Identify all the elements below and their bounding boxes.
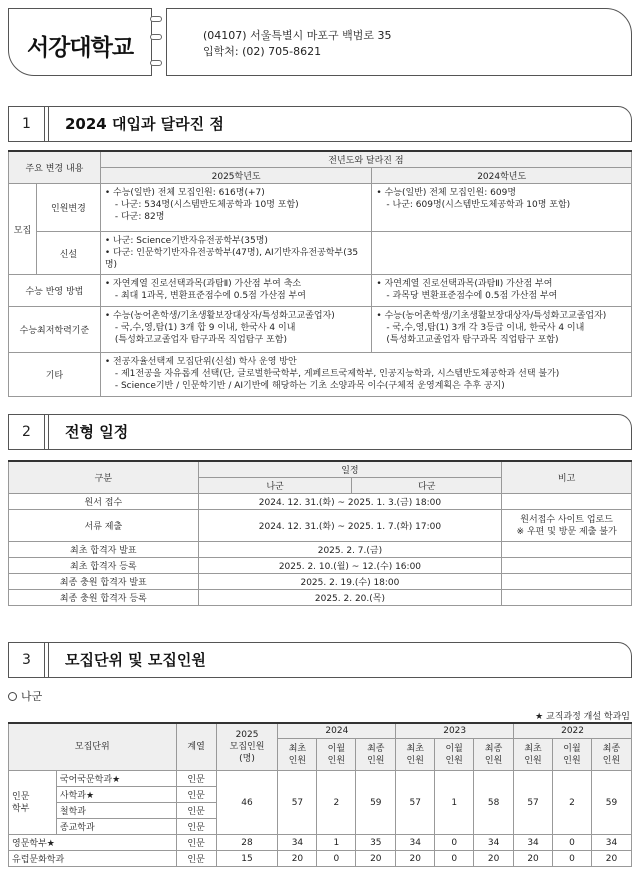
field: 인문: [176, 835, 216, 851]
binder-ring-icon: [150, 60, 162, 66]
cell: [502, 574, 632, 590]
col-header: 2024: [278, 723, 396, 739]
table-row: [9, 494, 632, 510]
row-label: 기타: [9, 353, 101, 397]
line: - 국,수,영,탐(1) 3개 각 3등급 이내, 한국사 4 이내: [386, 323, 585, 333]
header-line: (명): [239, 754, 255, 764]
field: 인문: [176, 803, 216, 819]
sub-header: 최종 인원: [474, 739, 514, 771]
value: 58: [474, 771, 514, 835]
line: - Science기반 / 인문학기반 / AI기반에 해당하는 기초 소양과목 이수(구체적 운영계획은 추후 공지): [114, 381, 505, 391]
line: (특성화고교졸업자 탐구과목 직업탐구 포함): [114, 335, 287, 345]
cell: 최초 합격자 등록: [9, 558, 199, 574]
cell: 최초 합격자 발표: [9, 542, 199, 558]
cell: [502, 494, 632, 510]
line: • 자연계열 진로선택과목(과탐Ⅱ) 가산점 부여: [376, 279, 553, 289]
line: - 최대 1과목, 변환표준점수에 0.5점 가산점 부여: [114, 291, 306, 301]
cell: 최종 충원 합격자 발표: [9, 574, 199, 590]
value: 0: [435, 851, 474, 867]
cell-2025: [100, 184, 372, 232]
note-line: ※ 우편 및 방문 제출 불가: [516, 526, 617, 537]
cell-2025: [100, 232, 372, 275]
value: 35: [356, 835, 396, 851]
section-title: 2024 대입과 달라진 점: [65, 115, 224, 133]
contact-box: [166, 8, 632, 76]
line: • 수능(일반) 전체 모집인원: 616명(+7): [104, 188, 265, 198]
sub-header: 이월 인원: [317, 739, 356, 771]
cell: 원서 접수: [9, 494, 199, 510]
sub-header: 최초 인원: [514, 739, 553, 771]
line: (특성화고교졸업자 탐구과목 직업탐구 포함): [386, 335, 559, 345]
sub-header: 최종 인원: [356, 739, 396, 771]
table-row: [9, 510, 632, 542]
line: • 수능(농어촌학생/기초생활보장대상자/특성화고교졸업자): [104, 311, 335, 321]
table-row: [9, 590, 632, 606]
col-header: 전년도와 달라진 점: [100, 151, 631, 168]
unit-name: 사학과★: [56, 787, 176, 803]
value: 57: [278, 771, 317, 835]
cell: 2025. 2. 7.(금): [198, 542, 502, 558]
university-name: 서강대학교: [26, 35, 134, 61]
cell: 최종 충원 합격자 등록: [9, 590, 199, 606]
unit-name: 영문학부★: [9, 835, 177, 851]
table-row: [9, 574, 632, 590]
cell: 2024. 12. 31.(화) ~ 2025. 1. 7.(화) 17:00: [198, 510, 502, 542]
value: 20: [591, 851, 631, 867]
section-header: [8, 106, 632, 142]
row-label: 인원변경: [36, 184, 100, 232]
group-label-text: 나군: [21, 690, 43, 703]
value: 15: [216, 851, 278, 867]
cell-2024: [372, 307, 632, 353]
value: 59: [356, 771, 396, 835]
line: • 수능(일반) 전체 모집인원: 609명: [376, 188, 517, 198]
cell: [502, 510, 632, 542]
cell: 2025. 2. 19.(수) 18:00: [198, 574, 502, 590]
section-title: 모집단위 및 모집인원: [65, 651, 206, 669]
line: • 나군: Science기반자유전공학부(35명): [104, 236, 268, 246]
col-header: 2024학년도: [372, 168, 632, 184]
table-row: [9, 835, 632, 851]
section-title: 전형 일정: [65, 423, 129, 441]
col-header: 모집단위: [9, 723, 177, 771]
col-header: [216, 723, 278, 771]
value: 0: [435, 835, 474, 851]
value: 34: [396, 835, 435, 851]
cell-2025: [100, 275, 372, 307]
value: 57: [396, 771, 435, 835]
section-header: [8, 642, 632, 678]
value: 1: [435, 771, 474, 835]
cell-2025: [100, 307, 372, 353]
value: 0: [553, 851, 592, 867]
row-label: 신설: [36, 232, 100, 275]
value: 20: [278, 851, 317, 867]
schedule-table: [8, 460, 632, 606]
changes-table: [8, 150, 632, 397]
header-line: 2025: [235, 730, 259, 740]
cell: [502, 542, 632, 558]
group-cell: 인문 학부: [9, 771, 57, 835]
cell: 2025. 2. 20.(목): [198, 590, 502, 606]
section-header: [8, 414, 632, 450]
value: 20: [356, 851, 396, 867]
value: 57: [514, 771, 553, 835]
note-line: 원서접수 사이트 업로드: [520, 514, 613, 525]
university-logo-box: [8, 8, 152, 76]
value: 0: [553, 835, 592, 851]
phone: 입학처: (02) 705-8621: [203, 45, 322, 58]
value: 34: [514, 835, 553, 851]
value: 59: [591, 771, 631, 835]
row-label: 수능 반영 방법: [9, 275, 101, 307]
cell: 2025. 2. 10.(월) ~ 12.(수) 16:00: [198, 558, 502, 574]
unit-name: 국어국문학과★: [56, 771, 176, 787]
cell: 서류 제출: [9, 510, 199, 542]
col-header: 구분: [9, 461, 199, 494]
cell-other: [100, 353, 631, 397]
sub-header: 최초 인원: [396, 739, 435, 771]
table-row: [9, 558, 632, 574]
recruit-table: [8, 722, 632, 867]
line: • 다군: 인문학기반자유전공학부(47명), AI기반자유전공학부(35명): [104, 248, 359, 270]
unit-name: 종교학과: [56, 819, 176, 835]
value: 20: [474, 851, 514, 867]
unit-name: 유럽문화학과: [9, 851, 177, 867]
cell: [502, 558, 632, 574]
col-header: 비고: [502, 461, 632, 494]
table-row: [9, 542, 632, 558]
line: - 다군: 82명: [114, 212, 165, 222]
col-header: 2022: [514, 723, 632, 739]
cell-2024: [372, 184, 632, 232]
circle-bullet-icon: [8, 692, 17, 701]
cell-2024: [372, 232, 632, 275]
table-row: [9, 851, 632, 867]
row-group-label: 모집: [9, 184, 37, 275]
value: 20: [514, 851, 553, 867]
sub-header: 이월 인원: [553, 739, 592, 771]
legend-note: ★ 교직과정 개설 학과임: [535, 712, 630, 722]
row-label: 수능최저학력기준: [9, 307, 101, 353]
line: • 수능(농어촌학생/기초생활보장대상자/특성화고교졸업자): [376, 311, 607, 321]
value: 28: [216, 835, 278, 851]
field: 인문: [176, 771, 216, 787]
col-header: 2025학년도: [100, 168, 372, 184]
line: • 자연계열 진로선택과목(과탐Ⅱ) 가산점 부여 축소: [104, 279, 302, 289]
line: - 과목당 변환표준점수에 0.5점 가산점 부여: [386, 291, 558, 301]
col-header: 주요 변경 내용: [9, 151, 101, 184]
value: 20: [396, 851, 435, 867]
col-header: 2023: [396, 723, 514, 739]
cell: 2024. 12. 31.(화) ~ 2025. 1. 3.(금) 18:00: [198, 494, 502, 510]
value: 46: [216, 771, 278, 835]
value: 0: [317, 851, 356, 867]
value: 34: [474, 835, 514, 851]
col-header: 일정: [198, 461, 502, 478]
field: 인문: [176, 787, 216, 803]
section-number: 3: [9, 643, 45, 677]
line: - 나군: 609명(시스템반도체공학과 10명 포함): [386, 200, 571, 210]
section-number: 2: [9, 415, 45, 449]
address: (04107) 서울특별시 마포구 백범로 35: [203, 29, 392, 42]
col-header: 계열: [176, 723, 216, 771]
unit-name: 철학과: [56, 803, 176, 819]
cell: [502, 590, 632, 606]
binder-ring-icon: [150, 16, 162, 22]
value: 1: [317, 835, 356, 851]
line: - 국,수,영,탐(1) 3개 합 9 이내, 한국사 4 이내: [114, 323, 296, 333]
field: 인문: [176, 851, 216, 867]
table-row: [9, 771, 632, 787]
field: 인문: [176, 819, 216, 835]
line: - 나군: 534명(시스템반도체공학과 10명 포함): [114, 200, 299, 210]
sub-header: 최종 인원: [591, 739, 631, 771]
cell-2024: [372, 275, 632, 307]
value: 2: [317, 771, 356, 835]
section-number: 1: [9, 107, 45, 141]
group-label: [8, 688, 42, 704]
value: 2: [553, 771, 592, 835]
line: - 제1전공을 자유롭게 선택(단, 글로벌한국학부, 게페르트국제학부, 인공지능학과, 시스템반도체공학과 선택 불가): [114, 369, 560, 379]
binder-ring-icon: [150, 34, 162, 40]
header-line: 모집인원: [229, 742, 265, 752]
sub-header: 이월 인원: [435, 739, 474, 771]
col-header: 나군: [198, 478, 352, 494]
col-header: 다군: [352, 478, 502, 494]
sub-header: 최초 인원: [278, 739, 317, 771]
value: 34: [278, 835, 317, 851]
value: 34: [591, 835, 631, 851]
line: • 전공자율선택제 모집단위(신설) 학사 운영 방안: [104, 357, 297, 367]
